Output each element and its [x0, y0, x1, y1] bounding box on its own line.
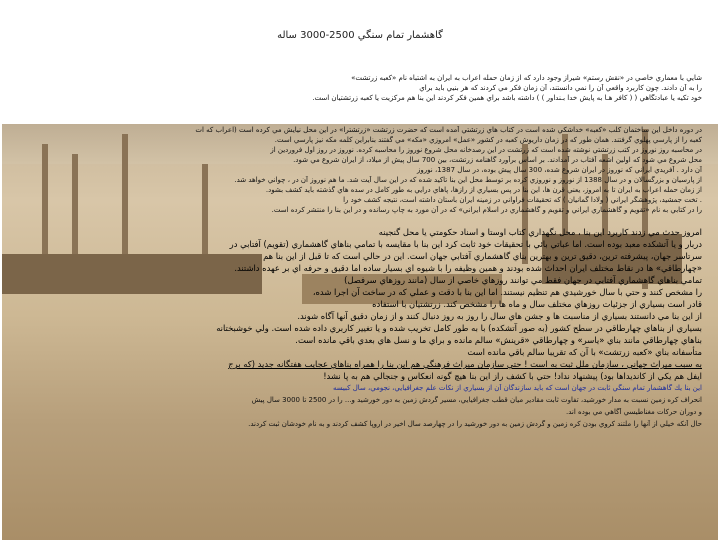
section2-line: متأسفانه بناي «كعبه زرتشت» با آن كه تقريبا سالم باقي مانده است [467, 347, 702, 357]
section2-line: را مشخص كنند و حتي با سال خورشيدي هم تنظيم نيستند. اما اين بنا با دقت و عملي كه در ساخت آن اجرا شده، [312, 287, 702, 297]
section2-line: تمامي بناهاي گاهشماري آفتابي در جهان فقط مي توانند روزهاي خاصي از سال (مانند روزهاي سرفصل) [344, 275, 702, 285]
section3-line: به سبب ميراث جهاني ، سازمان ملل ثبت به است ! حتي سازمان ميراث فرهنگي هم اين بنا را همراه بناهاي عجايب هفتگانه جديد (كه برج [228, 359, 702, 369]
section1-line: از زمان حمله اعراب به ايران تا به امروز، يعني قرن ها، اين بنا در پس بسياري از رازها، پاهاي درايي به طور كامل در سده هاي گذشته بايد كشف بشود. [265, 186, 702, 194]
section1-line: از پارسيان و بزرگسالان و در سال 1388 از نوروز و نوروزي كرده بر توسط محل اين بنا تاكيد شده كه در اين سال آيت شد. ما هم نوروز آن در ، چواني خواهد شد. [234, 176, 702, 184]
section2-line: سرتاسر جهان، پيشرفته ترين، دقيق ترين و بهترين بناي گاهشماري آفتابي جهان است. اين در حالي است كه تا قبل از اين بنا هم [263, 251, 702, 261]
intro-line: خود تكيه يا عبادتگاهي ( ( كافر هـا به پايش خدا بـنداور ) ) داشته باشد براي همين فكر كردند اين بنا هم مركزيت يا كعبه زرتشتيان است. [312, 94, 702, 102]
section1-line: آن دارد . آفريدي ايراني كه نوروز در ايران شروع شده، 300 سال پيش بوده، در سال 1387، نوروز [417, 166, 702, 174]
section1-line: . تخت جمشيد، پژوهشگر ايراني ( ولادا گمانيان ) كه تحقيقات فراواني در زمينه ايران باستان داشته است، نتيجه كشف خود را [343, 196, 702, 204]
section2-line: قادر است بسياري از جزئيات روزهاي مختلف سال و ماه ها را مشخص كند. زرتشتيان با استفاده [372, 299, 702, 309]
slide-title: گاهشمار تمام سنگي 2500-3000 ساله [277, 30, 443, 41]
section3-link-line: اين بنا يك گاهشمار تمام سنگي ثابت در جهان است كه بايد سازندگان آن از بسياري از نكات علم جغرافيايي، نجومي، سال كبيسه [332, 384, 702, 392]
section2-line: امروز حدث مي زدند كاربرد اين بنا ، محل نگهداري كتاب اوستا و اسناد حكومتي يا محل گنجينه [378, 227, 702, 237]
section1-line: در محاسبه روز نوروز در كتب زرتشتي نوشته شده است كه زرتشت در اين رصدخانه محل شروع نوروز را محاسبه كرده. نوروز در روز اول فروردين از [270, 146, 702, 154]
section1-line: كعبه را از پارسي پهلوي گرفتند. همان طور كه در زمان داريوش كعبه در كشور «عمل» امروزي «مكه» مي گفتند بنابراين كلمه مكه نيز پارسي است. [274, 136, 702, 144]
section2-line: بسياري از بناهاي چهارطاقي در سطح كشور (به صور آتشكده) با به طور كامل تخريب شده و يا تغيير كاربري داده شده است. ولي خوشبختانه [216, 323, 702, 333]
section1-line: در دوره داخل اين ساختمان كلب «كعبه» خداشكي شده است در كتاب هاي زرتشتي آمده است كه حضرت زرتشت «زرتشترا» در اين محل نيايش مي كرده است (اعراب كه ات [195, 126, 702, 134]
section1-line: محل شروع مي شود كه اولين اشعه آفتاب در آمدادند. بر اساس برآورد گاهنامه زرتشت، بين 700 سال پيش از ميلاد، از ايران شروع مي شود. [293, 156, 702, 164]
section3-line: انحراف كره زمين نسبت به مدار خورشيد، تفاوت ثابت مقادير ميان قطب جغرافيايي، مسير گردش زمين به دور خورشيد و... را در 2500 تا 3000 سال پيش [251, 396, 702, 404]
section2-line: «چهارطاقي» ها در نقاط مختلف ايران احداث شده بودند و همين وظيفه را با شيوه اي بسيار ساده اما دقيق و حرفه اي بر عهده داشتند. [234, 263, 702, 273]
section2-line: از اين بنا مي دانستند بسياري از مناسبت ها و جشن هاي سال را روز به روز دنبال كنند و از زمان دقيق آنها آگاه شوند. [297, 311, 702, 321]
section2-line: بناهاي چهارطاقي مانند بناي «ياسر» و چهارطاقي «قرينش» سالم مانده و براي ما و نسل هاي بعدي باقي مانده است. [295, 335, 702, 345]
intro-line: شايي با معماري خاصي در «نقش رستم» شيراز وجود دارد كه از زمان حمله اعراب به ايران به اشتباه نام «كعبه زرتشت» [351, 74, 702, 82]
intro-line: را به آن دادند. چون كاربرد واقعي آن را نمي دانستند، آن زمان فكر مي كردند كه هر بنيي بايد براي [419, 84, 702, 92]
section1-line: را در كتابي به نام «تقويم و گاهشماري ايراني و تقويم و گاهشماري در اسلام ايراني» كه در آن مورد به چاپ رسانده و در اين بنا را منتشر كرده است. [271, 206, 702, 214]
section3-line: حال آنكه خيلي از آنها را ملتند كروي بودن كره زمين و گردش زمين به دور خورشيد را در چهارصد سال اخير در اروپا كشف كردند و به نام خودشان ثبت كردند. [248, 420, 702, 428]
section3-line: و دوران حركات مغناطيسي آگاهي مي بوده اند. [566, 408, 702, 416]
section2-line: دربار و يا آتشكده معبد بوده است. اما عباتي بائي با تحقيقات خود ثابت كرد اين بنا با مقايسه با تمامي بناهاي گاهشماري (تقويم) آفتابي در [229, 239, 702, 249]
section3-line: ايفل هم يكي از كانديداها بود) پيشنهاد نداد! حتي با كشف راز اين بنا هيچ گونه انعكاس و جنجالي هم به پا نشد! [323, 371, 702, 381]
